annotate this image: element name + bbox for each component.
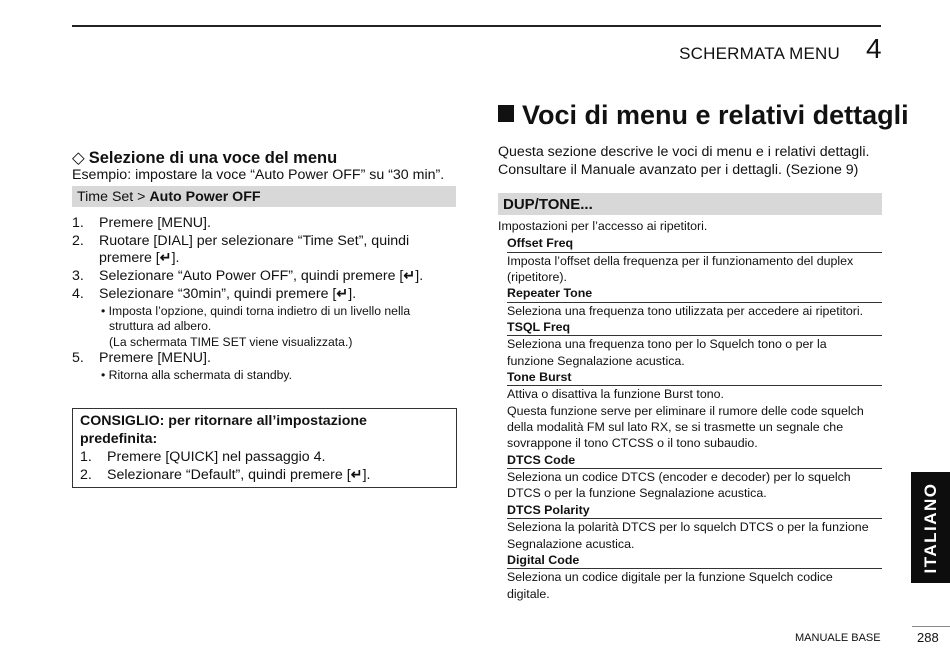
tip-step-list	[80, 449, 370, 484]
tip-step-2: 2. Selezionare “Default”, quindi premere [↵].	[80, 466, 371, 483]
header-section-title: SCHERMATA MENU	[679, 44, 840, 63]
tip-step-1: 1. Premere [QUICK] nel passaggio 4.	[80, 449, 326, 465]
language-tab-label: ITALIANO	[920, 481, 940, 574]
step-5: 5. Premere [MENU]. • Ritorna alla schermata di standby.	[72, 350, 462, 383]
step-4-note-cont: struttura ad albero.	[109, 319, 212, 334]
menu-item	[507, 552, 882, 602]
menu-item-title: DTCS Polarity	[507, 502, 882, 520]
enter-key-icon: ↵	[350, 466, 363, 483]
menu-item-title: Offset Freq	[507, 235, 882, 253]
step-3: 3. Selezionare “Auto Power OFF”, quindi premere [↵].	[72, 268, 424, 285]
tip-title: CONSIGLIO: per ritornare all’impostazione predefinita:	[80, 413, 367, 447]
step-4-note: • Imposta l’opzione, quindi torna indietro di un livello nella	[101, 303, 411, 318]
menu-item-title: Digital Code	[507, 552, 882, 570]
enter-key-icon: ↵	[403, 268, 416, 285]
group-label: DUP/TONE...	[503, 196, 593, 213]
menu-item-description: Seleziona una frequenza tono utilizzata per accedere ai ripetitori.	[507, 303, 864, 318]
enter-key-icon: ↵	[336, 285, 349, 302]
tip-box	[72, 408, 457, 488]
menu-item-description: Seleziona un codice digitale per la funzione Squelch codice digitale.	[507, 570, 833, 601]
menu-item	[507, 452, 882, 502]
page-number: 288	[917, 630, 939, 645]
page-number-rule	[912, 626, 950, 627]
menu-item-description: Attiva o disattiva la funzione Burst tono. Questa funzione serve per eliminare il rumore delle code squelch della modalità FM sul lato RX, se si trasmette un segnale che sovrappone il tono CTCSS o il tono subaudio.	[507, 387, 864, 451]
step-5-note: • Ritorna alla schermata di standby.	[101, 368, 293, 382]
step-2: 2. Ruotare [DIAL] per selezionare “Time Set”, quindi premere [↵].	[72, 232, 410, 267]
example-text: Esempio: impostare la voce “Auto Power OFF” su “30 min”.	[72, 167, 445, 183]
menu-item-title: Tone Burst	[507, 369, 882, 387]
menu-item	[507, 369, 882, 452]
menu-item	[507, 235, 882, 285]
section-intro: Questa sezione descrive le voci di menu e i relativi dettagli. Consultare il Manuale avanzato per i dettagli. (Sezione 9)	[498, 144, 870, 178]
black-square-icon	[498, 105, 514, 122]
step-list	[72, 215, 462, 384]
diamond-icon: ◇	[72, 149, 85, 167]
menu-item-list	[507, 235, 882, 602]
menu-item-description: Imposta l’offset della frequenza per il funzionamento del duplex (ripetitore).	[507, 253, 854, 284]
menu-item	[507, 285, 882, 319]
step-1: 1. Premere [MENU].	[72, 215, 211, 231]
section-title: Voci di menu e relativi dettagli	[498, 100, 909, 131]
enter-key-icon: ↵	[159, 250, 172, 267]
step-4-note-screen: (La schermata TIME SET viene visualizzata.)	[109, 334, 353, 349]
group-description: Impostazioni per l’accesso ai ripetitori.	[498, 219, 708, 233]
top-rule	[72, 25, 881, 27]
menu-item-title: DTCS Code	[507, 452, 882, 470]
menu-item-title: Repeater Tone	[507, 285, 882, 303]
menu-item-description: Seleziona un codice DTCS (encoder e decoder) per lo squelch DTCS o per la funzione Segnalazione acustica.	[507, 470, 851, 501]
language-tab	[911, 472, 950, 583]
subsection-heading: ◇ Selezione di una voce del menu	[72, 149, 338, 167]
menu-item-description: Seleziona la polarità DTCS per lo squelch DTCS o per la funzione Segnalazione acustica.	[507, 520, 869, 551]
menu-item-description: Seleziona una frequenza tono per lo Squelch tono o per la funzione Segnalazione acustica.	[507, 337, 827, 368]
menu-item	[507, 319, 882, 369]
menu-item-title: TSQL Freq	[507, 319, 882, 337]
footer-manual-label: MANUALE BASE	[795, 632, 881, 644]
menu-item	[507, 502, 882, 552]
menu-path: Time Set > Auto Power OFF	[77, 189, 261, 205]
step-4: 4. Selezionare “30min”, quindi premere [↵]. • Imposta l’opzione, quindi torna indietro di un livello nella struttura ad albero. (La schermata TIME SET viene visualizzata.)	[72, 286, 462, 350]
header-chapter-number: 4	[866, 33, 882, 64]
